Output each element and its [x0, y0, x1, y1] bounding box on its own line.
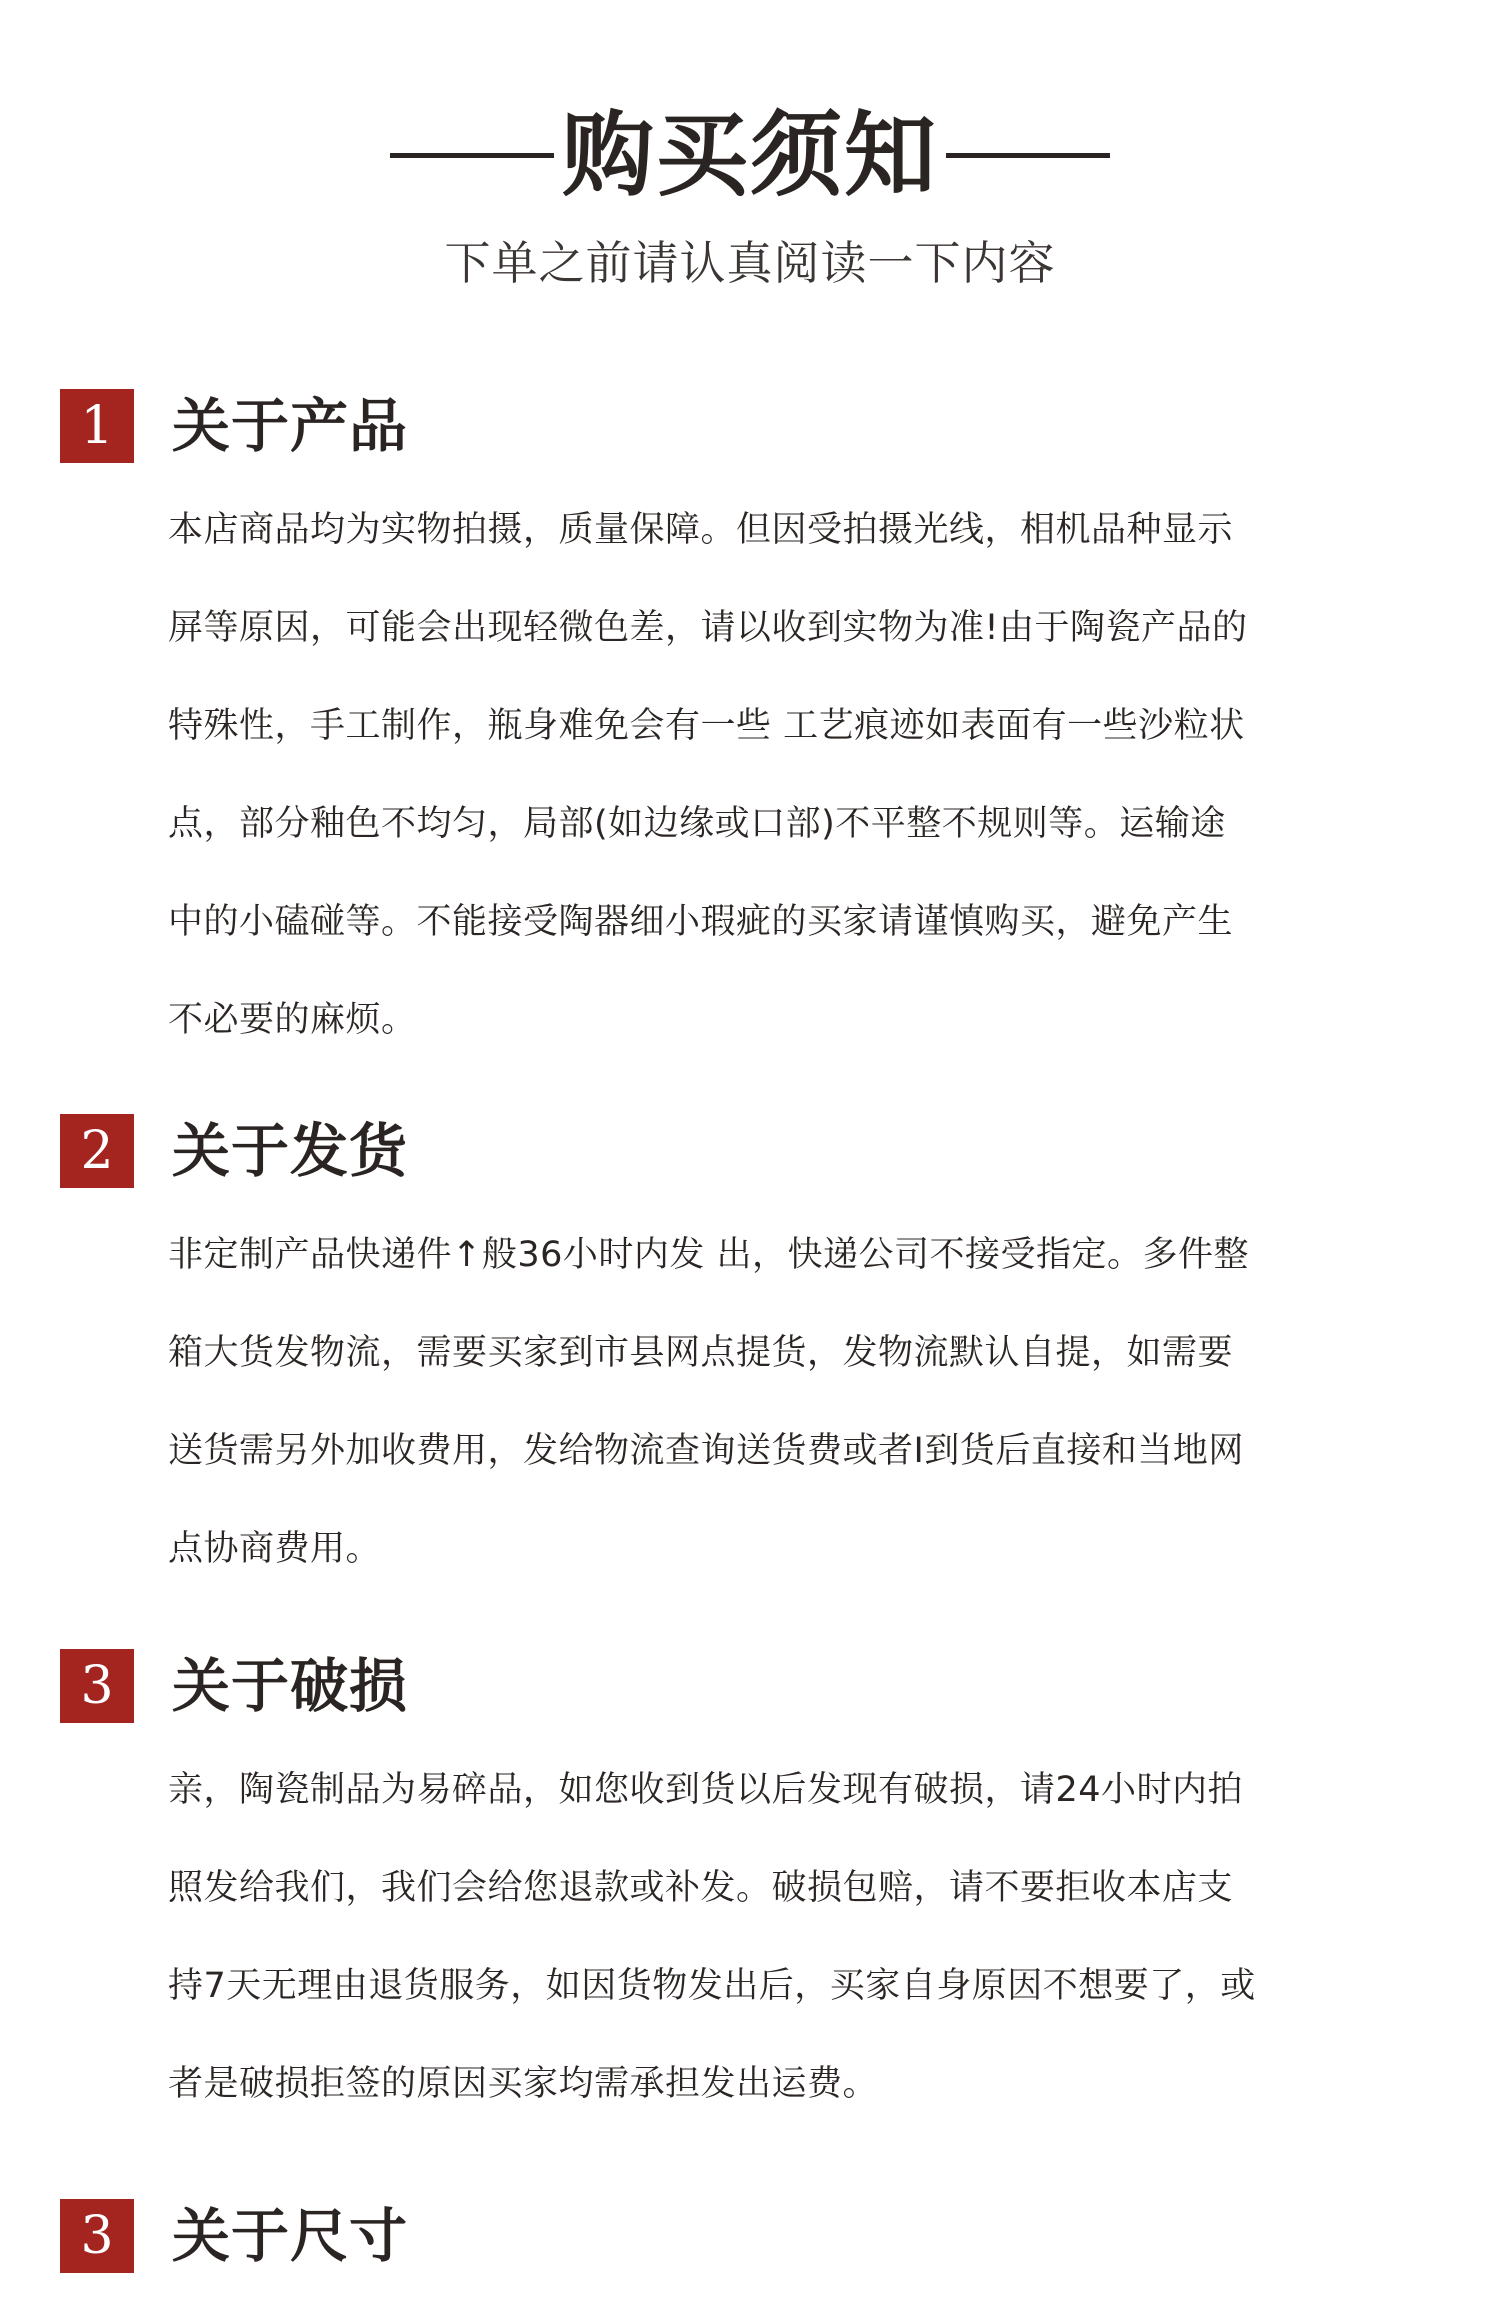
body-line: 点协商费用。: [168, 1529, 382, 1569]
header: [0, 95, 1500, 293]
body-line: 持7天无理由退货服务，如因货物发出后，买家自身原因不想要了，或: [168, 1966, 1256, 2006]
body-line: 送货需另外加收费用，发给物流查询送货费或者I到货后直接和当地网: [168, 1431, 1244, 1471]
body-line: 中的小磕碰等。不能接受陶器细小瑕疵的买家请谨慎购买，避免产生: [168, 902, 1234, 942]
body-line: 本店商品均为实物拍摄，质量保障。但因受拍摄光线，相机品种显示: [168, 510, 1234, 550]
title-left-rule: [390, 153, 554, 158]
section-header: [0, 2195, 1500, 2275]
body-line: 者是破损拒签的原因买家均需承担发出运费。: [168, 2064, 879, 2104]
body-line: 照发给我们，我们会给您退款或补发。破损包赔，请不要拒收本店支: [168, 1868, 1234, 1908]
body-line: 点，部分釉色不均匀，局部(如边缘或口部)不平整不规则等。运输途: [168, 804, 1226, 844]
section-title: 关于尺寸: [172, 2202, 409, 2270]
section-body: [168, 1206, 1338, 1598]
page-title: 购买须知: [561, 101, 938, 209]
body-line: 箱大货发物流，需要买家到市县网点提货，发物流默认自提，如需要: [168, 1333, 1234, 1373]
section-title: 关于产品: [172, 392, 409, 460]
section-number-badge: 3: [60, 2199, 134, 2273]
section-header: [0, 1645, 1500, 1725]
section-body: [168, 481, 1338, 1069]
section-product: [0, 385, 1500, 1040]
section-header: [0, 1110, 1500, 1190]
section-number-badge: 3: [60, 1649, 134, 1723]
section-shipping: [0, 1110, 1500, 1569]
body-line: 不必要的麻烦。: [168, 1000, 417, 1040]
body-line: 屏等原因，可能会出现轻微色差，请以收到实物为准!由于陶瓷产品的: [168, 608, 1248, 648]
section-damage: [0, 1645, 1500, 2104]
section-header: [0, 385, 1500, 465]
section-title: 关于破损: [172, 1652, 409, 1720]
section-number-badge: 1: [60, 389, 134, 463]
page-subtitle: 下单之前请认真阅读一下内容: [444, 236, 1056, 290]
body-line: 特殊性，手工制作，瓶身难免会有一些 工艺痕迹如表面有一些沙粒状: [168, 706, 1245, 746]
section-title: 关于发货: [172, 1117, 409, 1185]
title-right-rule: [946, 153, 1110, 158]
section-body: [168, 1741, 1338, 2133]
section-size: [0, 2195, 1500, 2275]
body-line: 非定制产品快递件↑般36小时内发 出，快递公司不接受指定。多件整: [168, 1235, 1249, 1275]
body-line: 亲，陶瓷制品为易碎品，如您收到货以后发现有破损，请24小时内拍: [168, 1770, 1244, 1810]
title-row: [0, 95, 1500, 215]
section-number-badge: 2: [60, 1114, 134, 1188]
